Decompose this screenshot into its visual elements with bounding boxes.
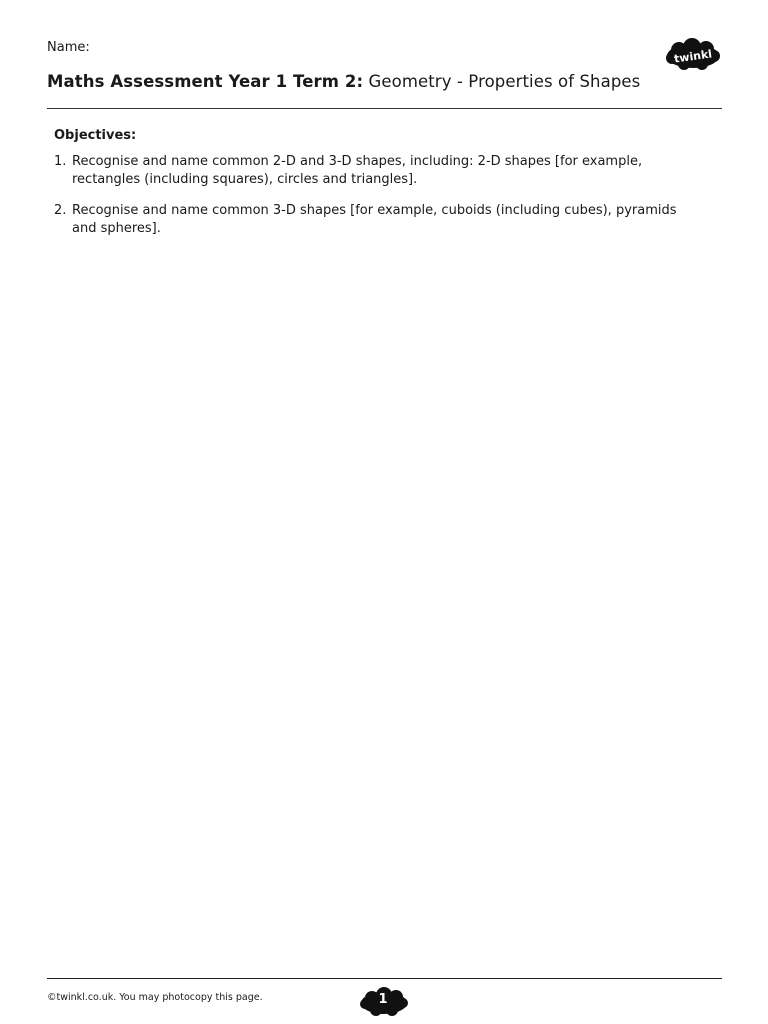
header-divider [47, 108, 722, 109]
title-topic: Geometry - Properties of Shapes [363, 72, 641, 91]
objectives-list [54, 153, 694, 238]
twinkl-logo [664, 38, 722, 72]
objective-number: 1. [54, 154, 67, 169]
objective-text: Recognise and name common 3-D shapes [for example, cuboids (including cubes), pyramids and spheres]. [72, 203, 677, 236]
objectives-heading: Objectives: [54, 128, 137, 143]
logo-text: twinkl [673, 47, 713, 66]
objectives-section [54, 128, 694, 251]
objective-number: 2. [54, 203, 67, 218]
objective-item [54, 202, 694, 238]
copyright-notice: ©twinkl.co.uk. You may photocopy this page. [47, 992, 263, 1003]
footer-divider [47, 978, 722, 979]
objective-text: Recognise and name common 2-D and 3-D shapes, including: 2-D shapes [for example, rectangles (including squares), circles and triangles]. [72, 154, 643, 187]
title-separator: : [356, 72, 364, 91]
page-title [47, 72, 640, 91]
title-assessment: Maths Assessment Year 1 Term 2 [47, 72, 357, 91]
page-number: 1 [378, 992, 388, 1007]
objective-item [54, 153, 694, 189]
name-label: Name: [47, 40, 90, 55]
